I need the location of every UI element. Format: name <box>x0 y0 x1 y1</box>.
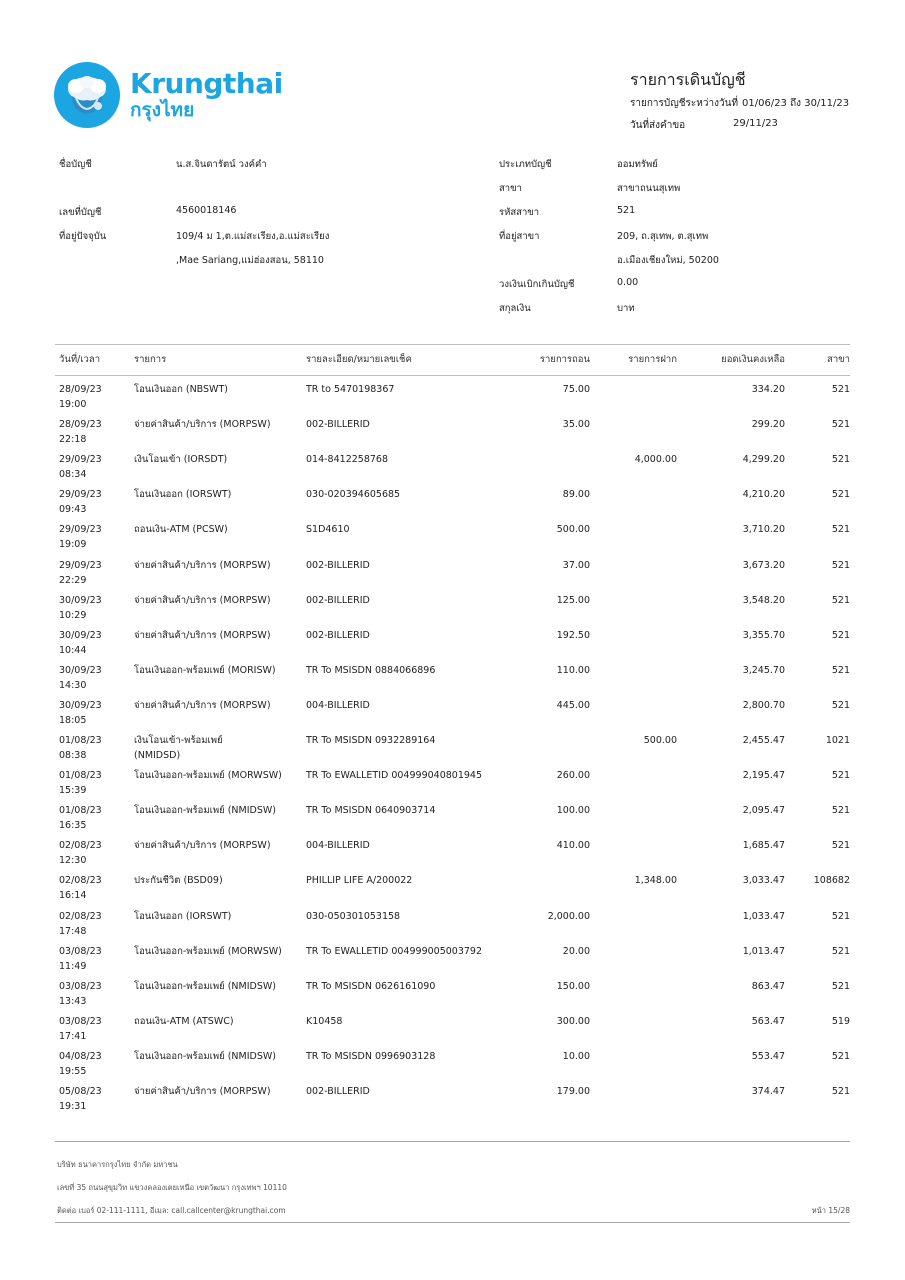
cell-desc-line2: (NMIDSD) <box>134 750 181 761</box>
cell-balance: 2,455.47 <box>742 735 785 746</box>
table-row <box>0 768 905 803</box>
cell-details: K10458 <box>306 1015 343 1027</box>
cell-branch: 521 <box>831 840 850 852</box>
cell-desc: จ่ายค่าสินค้า/บริการ (MORPSW) <box>134 840 271 852</box>
table-row <box>0 522 905 557</box>
cell-details: S1D4610 <box>306 524 350 536</box>
cell-desc: โอนเงินออก-พร้อมเพย์ (MORISW) <box>134 664 276 676</box>
cell-date: 29/09/23 <box>59 559 102 571</box>
header-deposit: รายการฝาก <box>628 354 677 365</box>
cell-details: TR To MSISDN 0884066896 <box>306 664 436 676</box>
cell-time: 09:43 <box>59 504 87 516</box>
cell-date: 04/08/23 <box>59 1050 102 1062</box>
table-row <box>0 417 905 452</box>
cell-date: 05/08/23 <box>59 1086 102 1097</box>
cell-time: 14:30 <box>59 679 87 691</box>
cell-details: 004-BILLERID <box>306 840 370 852</box>
cell-date: 28/09/23 <box>59 384 102 395</box>
cell-details: TR To MSISDN 0640903714 <box>306 805 436 817</box>
cell-balance: 334.20 <box>751 384 785 395</box>
cell-time: 10:44 <box>59 644 87 656</box>
cell-balance: 1,685.47 <box>742 840 785 852</box>
cell-balance: 563.47 <box>751 1015 785 1027</box>
cell-withdrawal: 500.00 <box>556 524 590 536</box>
cell-details: 030-020394605685 <box>306 489 401 501</box>
cell-date: 03/08/23 <box>59 980 102 992</box>
cell-branch: 521 <box>831 699 850 711</box>
cell-time: 13:43 <box>59 995 87 1007</box>
cell-balance: 4,299.20 <box>742 454 785 466</box>
cell-desc: จ่ายค่าสินค้า/บริการ (MORPSW) <box>134 699 271 711</box>
table-row <box>0 733 905 768</box>
cell-date: 29/09/23 <box>59 454 102 466</box>
table-row <box>0 979 905 1014</box>
table-row <box>0 487 905 522</box>
cell-desc: เงินโอนเข้า-พร้อมเพย์ <box>134 735 223 746</box>
cell-withdrawal: 20.00 <box>562 945 590 957</box>
cell-balance: 3,548.20 <box>742 594 785 606</box>
cell-date: 03/08/23 <box>59 1015 102 1027</box>
header-datetime: วันที่/เวลา <box>59 354 101 365</box>
cell-time: 19:00 <box>59 399 87 410</box>
header-balance: ยอดเงินคงเหลือ <box>721 354 785 365</box>
cell-withdrawal: 75.00 <box>562 384 590 395</box>
table-row <box>0 1084 905 1119</box>
account-type-value: ออมทรัพย์ <box>617 159 658 170</box>
header-withdrawal: รายการถอน <box>539 354 590 365</box>
logo-emblem-icon <box>54 62 120 128</box>
cell-time: 16:14 <box>59 890 87 902</box>
cell-branch: 521 <box>831 910 850 922</box>
cell-branch: 108682 <box>813 875 850 887</box>
cell-deposit: 1,348.00 <box>634 875 677 887</box>
account-name-label: ชื่อบัญชี <box>59 159 92 170</box>
cell-time: 22:29 <box>59 574 87 586</box>
cell-date: 01/08/23 <box>59 805 102 817</box>
footer-bottom-divider <box>55 1222 850 1223</box>
table-top-divider <box>55 344 850 345</box>
branch-address-line1: 209, ถ.สุเทพ, ต.สุเทพ <box>617 231 709 242</box>
overdraft-label: วงเงินเบิกเกินบัญชี <box>499 279 575 290</box>
cell-details: 004-BILLERID <box>306 699 370 711</box>
cell-date: 01/08/23 <box>59 735 102 746</box>
table-row <box>0 593 905 628</box>
cell-time: 11:49 <box>59 960 87 972</box>
cell-branch: 521 <box>831 629 850 641</box>
cell-withdrawal: 125.00 <box>556 594 590 606</box>
cell-time: 18:05 <box>59 714 87 726</box>
header-branch: สาขา <box>827 354 850 365</box>
cell-time: 10:29 <box>59 609 87 621</box>
cell-withdrawal: 260.00 <box>556 770 590 782</box>
cell-desc: โอนเงินออก (NBSWT) <box>134 384 228 395</box>
krungthai-logo <box>54 62 283 128</box>
table-row <box>0 698 905 733</box>
brand-name-th: กรุงไทย <box>130 99 195 121</box>
table-row <box>0 558 905 593</box>
cell-desc: โอนเงินออก-พร้อมเพย์ (NMIDSW) <box>134 805 276 817</box>
period-value: 01/06/23 ถึง 30/11/23 <box>742 98 850 109</box>
table-row <box>0 909 905 944</box>
cell-time: 16:35 <box>59 820 87 832</box>
overdraft-value: 0.00 <box>617 277 639 288</box>
cell-balance: 2,195.47 <box>742 770 785 782</box>
cell-withdrawal: 179.00 <box>556 1086 590 1097</box>
cell-time: 17:48 <box>59 925 87 937</box>
cell-withdrawal: 150.00 <box>556 980 590 992</box>
cell-balance: 3,673.20 <box>742 559 785 571</box>
cell-details: 002-BILLERID <box>306 559 370 571</box>
cell-branch: 521 <box>831 384 850 395</box>
cell-date: 30/09/23 <box>59 594 102 606</box>
cell-time: 19:31 <box>59 1101 87 1112</box>
footer-contact: ติดต่อ เบอร์ 02-111-1111, อีเมล: call.callcenter@krungthai.com <box>57 1206 286 1215</box>
cell-branch: 521 <box>831 559 850 571</box>
cell-desc: โอนเงินออก-พร้อมเพย์ (NMIDSW) <box>134 1050 276 1062</box>
cell-time: 17:41 <box>59 1030 87 1042</box>
cell-withdrawal: 192.50 <box>556 629 590 641</box>
cell-desc: จ่ายค่าสินค้า/บริการ (MORPSW) <box>134 419 271 431</box>
cell-desc: ถอนเงิน-ATM (ATSWC) <box>134 1015 234 1027</box>
table-row <box>0 873 905 908</box>
address-label: ที่อยู่ปัจจุบัน <box>59 231 107 242</box>
cell-date: 30/09/23 <box>59 629 102 641</box>
cell-date: 29/09/23 <box>59 524 102 536</box>
account-name-value: น.ส.จินดารัตน์ วงค์คำ <box>176 159 267 170</box>
cell-balance: 1,033.47 <box>742 910 785 922</box>
cell-branch: 521 <box>831 664 850 676</box>
cell-details: 002-BILLERID <box>306 419 370 431</box>
branch-label: สาขา <box>499 183 522 194</box>
cell-withdrawal: 37.00 <box>562 559 590 571</box>
cell-time: 08:38 <box>59 750 87 761</box>
cell-withdrawal: 445.00 <box>556 699 590 711</box>
cell-time: 12:30 <box>59 855 87 867</box>
address-line2: ,Mae Sariang,แม่ฮ่องสอน, 58110 <box>176 255 324 266</box>
cell-details: 002-BILLERID <box>306 629 370 641</box>
cell-details: TR To EWALLETID 004999040801945 <box>306 770 483 782</box>
cell-withdrawal: 89.00 <box>562 489 590 501</box>
header-description: รายการ <box>134 354 167 365</box>
cell-branch: 521 <box>831 489 850 501</box>
currency-value: บาท <box>617 303 635 314</box>
cell-desc: ถอนเงิน-ATM (PCSW) <box>134 524 228 536</box>
cell-balance: 3,355.70 <box>742 629 785 641</box>
account-type-label: ประเภทบัญชี <box>499 159 552 170</box>
period-label: รายการบัญชีระหว่างวันที่ <box>630 98 739 109</box>
cell-withdrawal: 10.00 <box>562 1050 590 1062</box>
cell-date: 30/09/23 <box>59 664 102 676</box>
cell-details: PHILLIP LIFE A/200022 <box>306 875 413 887</box>
cell-date: 02/08/23 <box>59 875 102 887</box>
cell-details: TR To MSISDN 0932289164 <box>306 735 436 746</box>
cell-desc: โอนเงินออก-พร้อมเพย์ (NMIDSW) <box>134 980 276 992</box>
cell-deposit: 500.00 <box>643 735 677 746</box>
table-row <box>0 663 905 698</box>
cell-details: TR to 5470198367 <box>306 384 395 395</box>
cell-desc: โอนเงินออก (IORSWT) <box>134 489 232 501</box>
table-row <box>0 1014 905 1049</box>
cell-branch: 521 <box>831 419 850 431</box>
cell-withdrawal: 2,000.00 <box>547 910 590 922</box>
cell-branch: 1021 <box>825 735 850 746</box>
page-number: หน้า 15/28 <box>811 1206 850 1215</box>
table-row <box>0 944 905 979</box>
cell-desc: โอนเงินออก (IORSWT) <box>134 910 232 922</box>
currency-label: สกุลเงิน <box>499 303 531 314</box>
cell-branch: 521 <box>831 980 850 992</box>
request-date-value: 29/11/23 <box>733 118 778 129</box>
cell-balance: 863.47 <box>751 980 785 992</box>
cell-branch: 521 <box>831 1050 850 1062</box>
account-number-value: 4560018146 <box>176 205 237 216</box>
cell-details: TR To EWALLETID 004999005003792 <box>306 945 483 957</box>
cell-balance: 2,095.47 <box>742 805 785 817</box>
cell-details: TR To MSISDN 0626161090 <box>306 980 436 992</box>
table-header-divider <box>55 375 850 376</box>
header-details: รายละเอียด/หมายเลขเช็ค <box>306 354 412 365</box>
cell-date: 01/08/23 <box>59 770 102 782</box>
cell-details: TR To MSISDN 0996903128 <box>306 1050 436 1062</box>
address-line1: 109/4 ม 1,ต.แม่สะเรียง,อ.แม่สะเรียง <box>176 231 330 242</box>
table-row <box>0 382 905 417</box>
cell-desc: จ่ายค่าสินค้า/บริการ (MORPSW) <box>134 1086 271 1097</box>
cell-balance: 3,245.70 <box>742 664 785 676</box>
table-row <box>0 838 905 873</box>
cell-desc: เงินโอนเข้า (IORSDT) <box>134 454 228 466</box>
branch-address-label: ที่อยู่สาขา <box>499 231 540 242</box>
cell-details: 002-BILLERID <box>306 594 370 606</box>
cell-desc: โอนเงินออก-พร้อมเพย์ (MORWSW) <box>134 770 282 782</box>
cell-details: 030-050301053158 <box>306 910 401 922</box>
cell-branch: 521 <box>831 945 850 957</box>
table-row <box>0 628 905 663</box>
cell-withdrawal: 300.00 <box>556 1015 590 1027</box>
cell-date: 30/09/23 <box>59 699 102 711</box>
cell-branch: 521 <box>831 524 850 536</box>
cell-branch: 521 <box>831 805 850 817</box>
branch-value: สาขาถนนสุเทพ <box>617 183 681 194</box>
cell-balance: 3,033.47 <box>742 875 785 887</box>
cell-balance: 374.47 <box>751 1086 785 1097</box>
cell-date: 03/08/23 <box>59 945 102 957</box>
cell-desc: โอนเงินออก-พร้อมเพย์ (MORWSW) <box>134 945 282 957</box>
branch-code-value: 521 <box>617 205 636 216</box>
cell-deposit: 4,000.00 <box>634 454 677 466</box>
cell-balance: 4,210.20 <box>742 489 785 501</box>
cell-desc: ประกันชีวิต (BSD09) <box>134 875 223 887</box>
cell-withdrawal: 410.00 <box>556 840 590 852</box>
cell-desc: จ่ายค่าสินค้า/บริการ (MORPSW) <box>134 594 271 606</box>
cell-balance: 299.20 <box>751 419 785 431</box>
cell-date: 02/08/23 <box>59 910 102 922</box>
document-title: รายการเดินบัญชี <box>630 70 746 89</box>
table-row <box>0 803 905 838</box>
cell-time: 22:18 <box>59 434 87 446</box>
cell-balance: 3,710.20 <box>742 524 785 536</box>
request-date-label: วันที่ส่งคำขอ <box>630 120 686 131</box>
brand-name-en: Krungthai <box>130 67 283 100</box>
cell-withdrawal: 35.00 <box>562 419 590 431</box>
footer-top-divider <box>55 1141 850 1142</box>
table-row <box>0 452 905 487</box>
cell-balance: 1,013.47 <box>742 945 785 957</box>
footer-company: บริษัท ธนาคารกรุงไทย จำกัด มหาชน <box>57 1160 178 1169</box>
cell-date: 28/09/23 <box>59 419 102 431</box>
cell-date: 02/08/23 <box>59 840 102 852</box>
cell-withdrawal: 110.00 <box>556 664 590 676</box>
cell-withdrawal: 100.00 <box>556 805 590 817</box>
account-number-label: เลขที่บัญชี <box>59 207 102 218</box>
cell-branch: 521 <box>831 594 850 606</box>
cell-branch: 521 <box>831 770 850 782</box>
cell-balance: 553.47 <box>751 1050 785 1062</box>
cell-details: 002-BILLERID <box>306 1086 370 1097</box>
cell-time: 19:09 <box>59 539 87 551</box>
branch-code-label: รหัสสาขา <box>499 207 540 218</box>
cell-time: 08:34 <box>59 469 87 481</box>
cell-desc: จ่ายค่าสินค้า/บริการ (MORPSW) <box>134 629 271 641</box>
cell-details: 014-8412258768 <box>306 454 389 466</box>
cell-time: 15:39 <box>59 785 87 797</box>
table-row <box>0 1049 905 1084</box>
cell-desc: จ่ายค่าสินค้า/บริการ (MORPSW) <box>134 559 271 571</box>
branch-address-line2: อ.เมืองเชียงใหม่, 50200 <box>617 255 719 266</box>
footer-address: เลขที่ 35 ถนนสุขุมวิท แขวงคลองเตยเหนือ เขตวัฒนา กรุงเทพฯ 10110 <box>57 1183 287 1192</box>
cell-balance: 2,800.70 <box>742 699 785 711</box>
cell-date: 29/09/23 <box>59 489 102 501</box>
cell-branch: 519 <box>831 1015 850 1027</box>
cell-time: 19:55 <box>59 1065 87 1077</box>
cell-branch: 521 <box>831 454 850 466</box>
cell-branch: 521 <box>831 1086 850 1097</box>
